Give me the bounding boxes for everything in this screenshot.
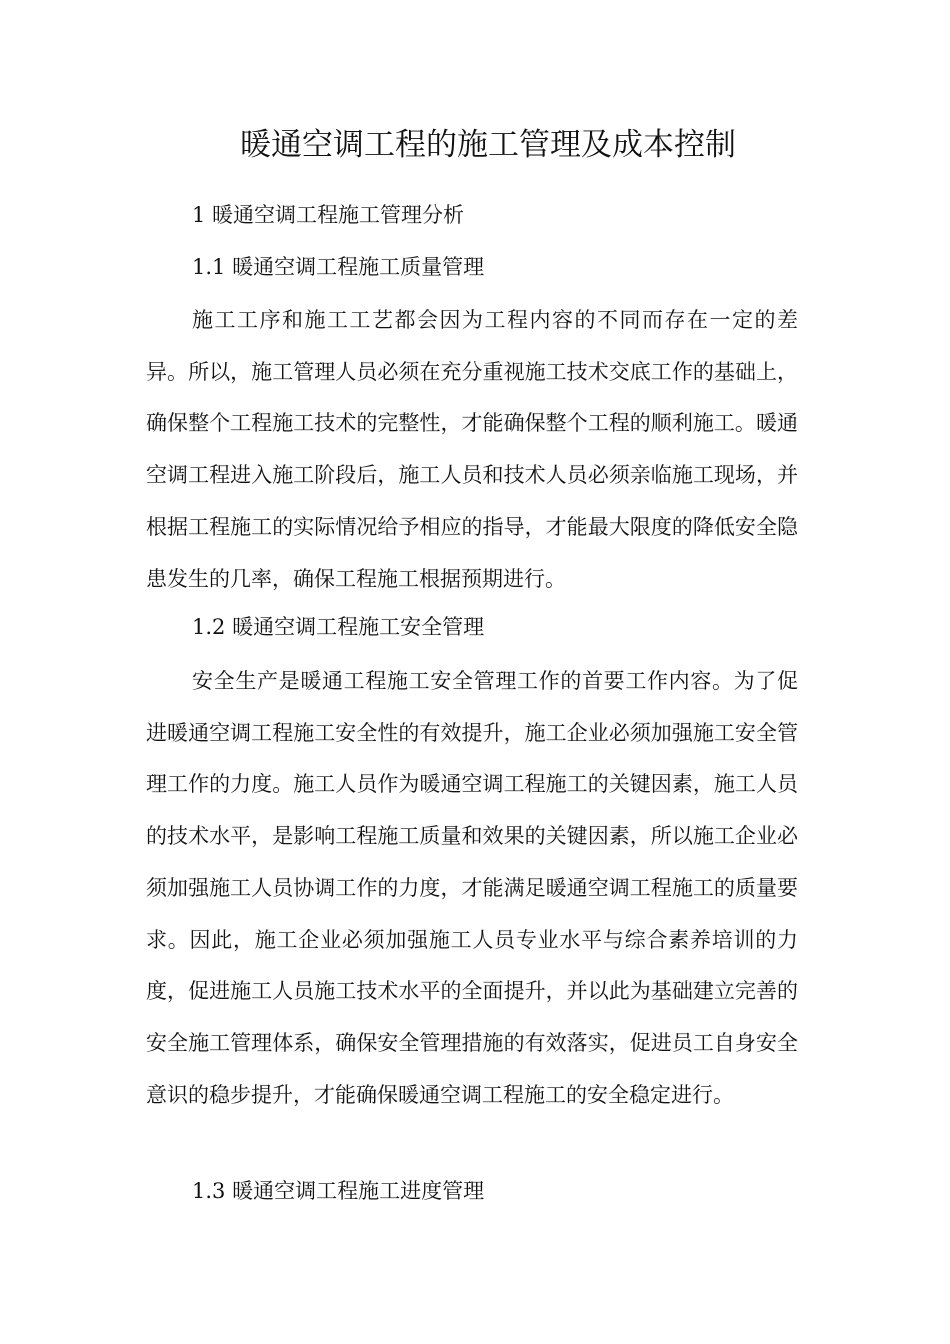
section-heading-1: 1 暖通空调工程施工管理分析	[192, 203, 465, 227]
document-title: 暖通空调工程的施工管理及成本控制	[240, 127, 736, 163]
section-heading-1-1: 1.1 暖通空调工程施工质量管理	[192, 255, 485, 279]
paragraph-safety-management: 安全生产是暖通工程施工安全管理工作的首要工作内容。为了促进暖通空调工程施工安全性的有效提升，施工企业必须加强施工安全管理工作的力度。施工人员作为暖通空调工程施工的关键因素，施工人员的技术水平，是影响工程施工质量和效果的关键因素，所以施工企业必须加强施工人员协调工作的力度，才能满足暖通空调工程施工的质量要求。因此，施工企业必须加强施工人员专业水平与综合素养培训的力度，促进施工人员施工技术水平的全面提升，并以此为基础建立完善的安全施工管理体系，确保安全管理措施的有效落实，促进员工自身安全意识的稳步提升，才能确保暖通空调工程施工的安全稳定进行。	[146, 669, 798, 1107]
section-heading-1-2: 1.2 暖通空调工程施工安全管理	[192, 615, 485, 639]
section-heading-1-3: 1.3 暖通空调工程施工进度管理	[192, 1179, 485, 1203]
paragraph-quality-management: 施工工序和施工工艺都会因为工程内容的不同而存在一定的差异。所以，施工管理人员必须在充分重视施工技术交底工作的基础上，确保整个工程施工技术的完整性，才能确保整个工程的顺利施工。暖通空调工程进入施工阶段后，施工人员和技术人员必须亲临施工现场，并根据工程施工的实际情况给予相应的指导，才能最大限度的降低安全隐患发生的几率，确保工程施工根据预期进行。	[146, 308, 798, 591]
